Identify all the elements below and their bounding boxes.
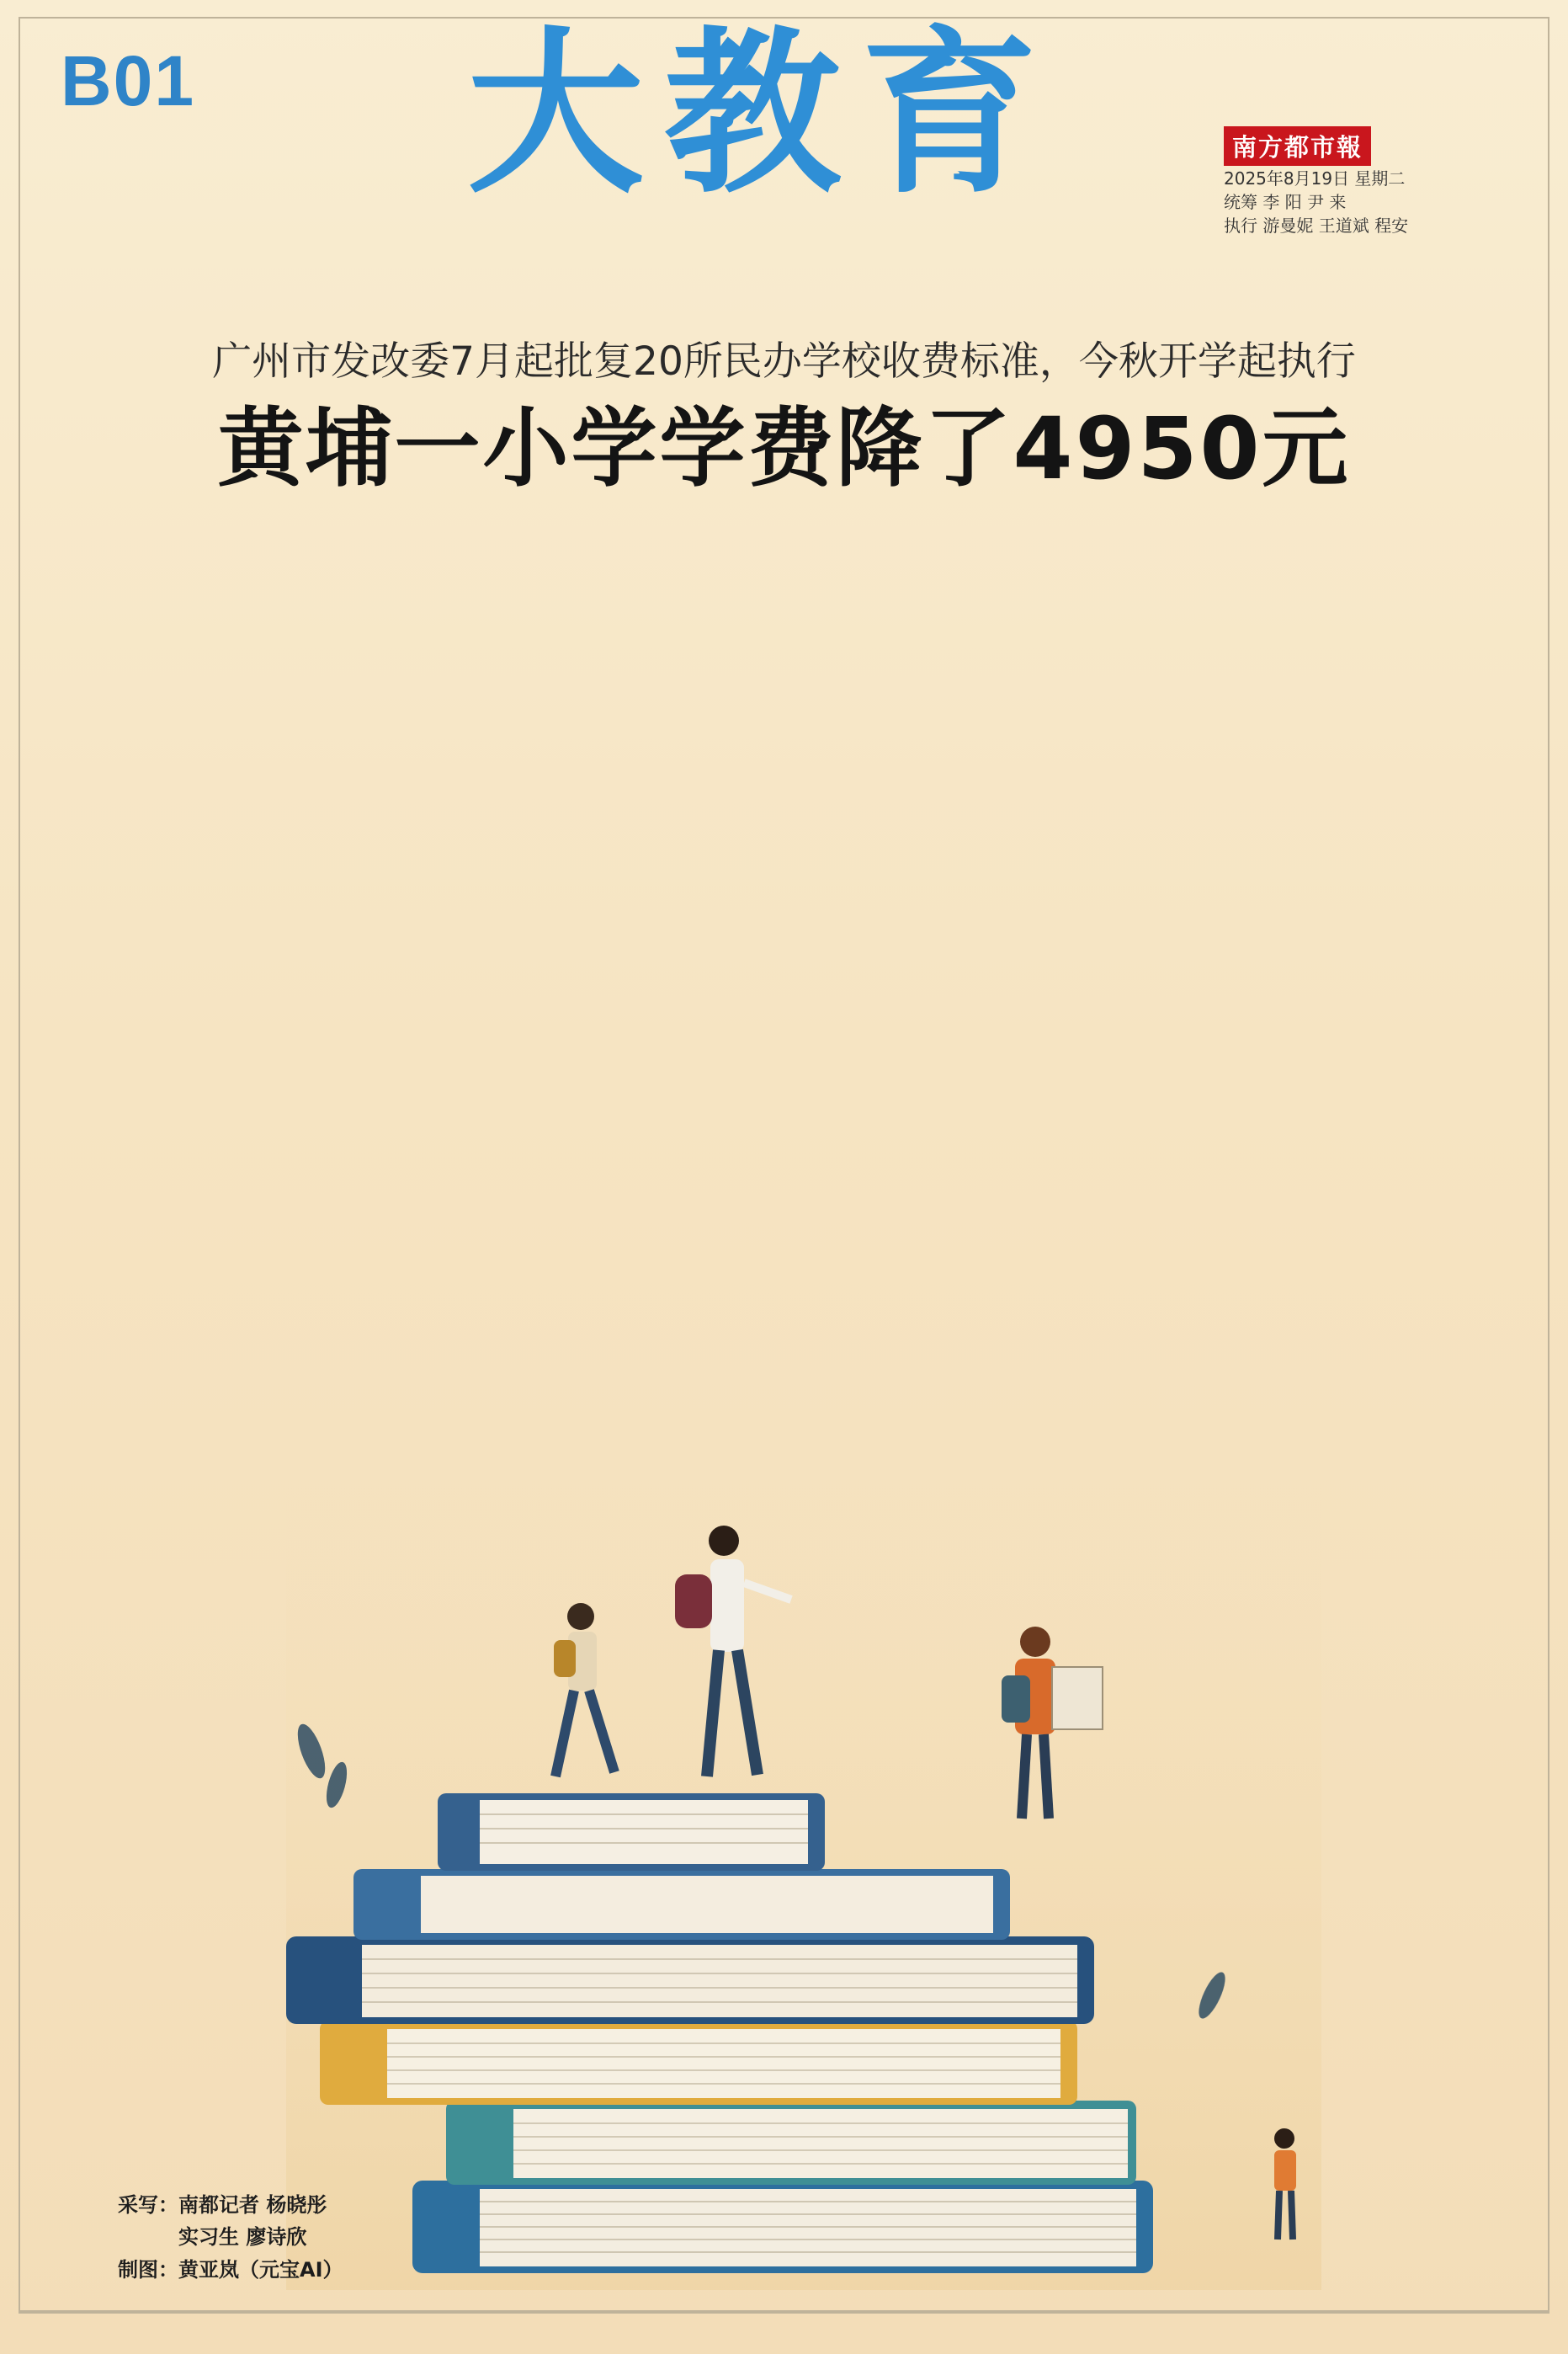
- book-navy: [286, 1936, 1094, 2024]
- article-headline: 黄埔一小学学费降了4950元: [217, 399, 1351, 499]
- book-mid: [353, 1869, 1010, 1940]
- newspaper-logo: 南方都市報: [1224, 126, 1371, 166]
- issue-date: 2025年8月19日 星期二: [1224, 168, 1406, 189]
- page-number: B01: [61, 41, 196, 120]
- editor-credit: 统筹 李 阳 尹 来: [1224, 192, 1347, 212]
- byline-credits: 采写：南都记者 杨晓彤 实习生 廖诗欣 制图：黄亚岚（元宝AI）: [118, 2193, 343, 2282]
- book-yellow: [320, 2021, 1077, 2105]
- book-top: [438, 1793, 825, 1871]
- exec-credit: 执行 游曼妮 王道斌 程安: [1224, 216, 1409, 236]
- masthead: [1224, 126, 1527, 237]
- section-title: 大教育: [467, 11, 1059, 217]
- book-teal: [446, 2101, 1136, 2185]
- article-subhead: 广州市发改委7月起批复20所民办学校收费标准，今秋开学起执行: [212, 338, 1356, 385]
- footer-rule: [19, 2312, 1549, 2314]
- book-bottom: [412, 2181, 1153, 2273]
- students-on-books-illustration: [286, 1482, 1321, 2290]
